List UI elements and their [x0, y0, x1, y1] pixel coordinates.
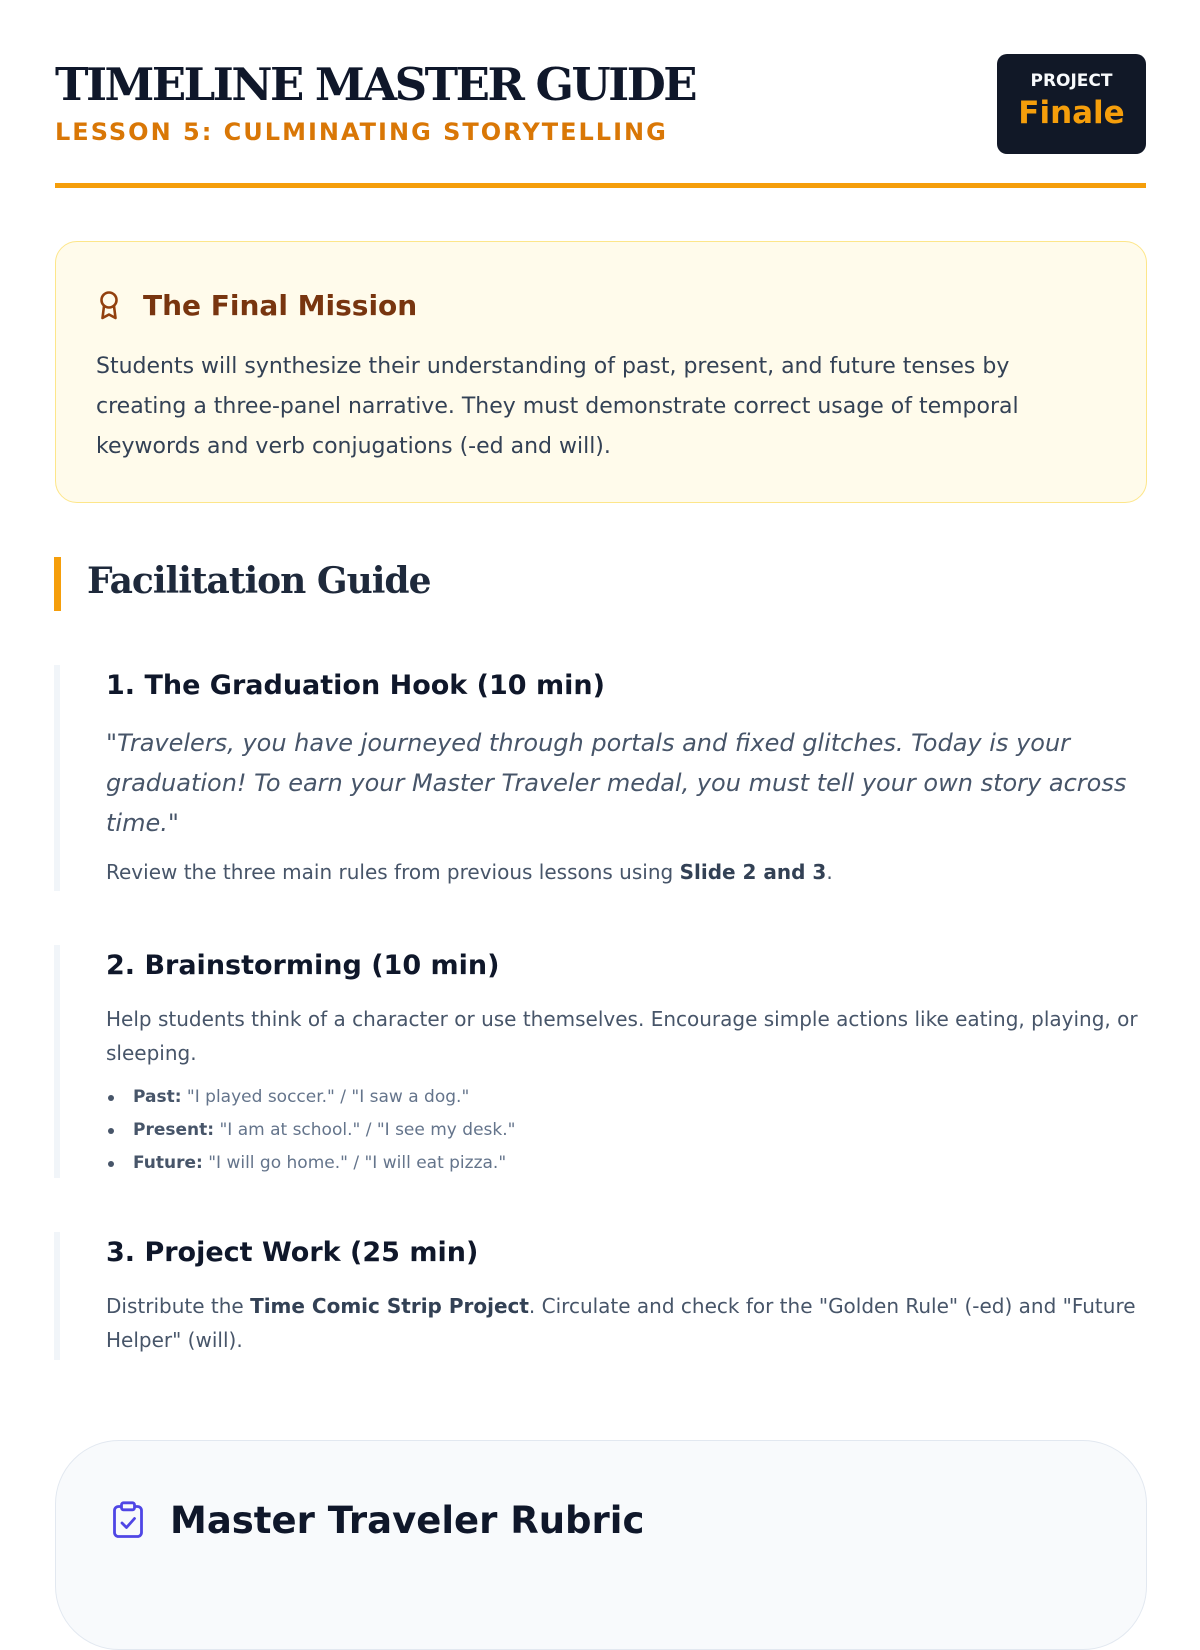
step-title: 1. The Graduation Hook (10 min): [106, 670, 605, 701]
tense-examples-list: [106, 1081, 515, 1180]
step-project-work: [54, 1232, 1136, 1360]
mission-description: Students will synthesize their understanding of past, present, and future tenses by creating a three-panel narrative. They must demonstrate correct usage of temporal keywords and verb conjugations (-ed and will).: [96, 354, 1019, 459]
project-name: Time Comic Strip Project: [250, 1294, 529, 1318]
section-accent-bar: [54, 557, 61, 611]
step-title: 2. Brainstorming (10 min): [106, 950, 500, 981]
step-instruction: Review the three main rules from previous lessons using Slide 2 and 3.: [106, 860, 833, 884]
step-graduation-hook: [54, 665, 1127, 891]
step-title: 3. Project Work (25 min): [106, 1237, 479, 1268]
page-header: [55, 52, 1146, 188]
clipboard-check-icon: [112, 1501, 144, 1539]
step-instruction: Distribute the Time Comic Strip Project. Circulate and check for the "Golden Rule" (-ed) and "Future Helper" (will).: [106, 1294, 1136, 1352]
badge-value: Finale: [1018, 95, 1125, 131]
list-item: Present: "I am at school." / "I see my desk.": [106, 1114, 515, 1147]
step-brainstorming: [54, 945, 1138, 1178]
badge-label: PROJECT: [1030, 71, 1113, 91]
award-ribbon-icon: [96, 290, 122, 320]
slide-reference: Slide 2 and 3: [679, 860, 827, 884]
rubric-title: Master Traveler Rubric: [170, 1499, 645, 1542]
project-badge: [997, 54, 1146, 154]
mission-title: The Final Mission: [143, 289, 418, 322]
list-item: Past: "I played soccer." / "I saw a dog.": [106, 1081, 515, 1114]
facilitation-guide-heading: Facilitation Guide: [87, 560, 431, 602]
page-title: TIMELINE MASTER GUIDE: [55, 58, 696, 111]
lesson-subtitle: LESSON 5: CULMINATING STORYTELLING: [55, 118, 668, 146]
step-quote: "Travelers, you have journeyed through portals and fixed glitches. Today is your graduation! To earn your Master Traveler medal, you must tell your own story across time.": [106, 729, 1127, 837]
list-item: Future: "I will go home." / "I will eat pizza.": [106, 1147, 515, 1180]
step-instruction: Help students think of a character or use themselves. Encourage simple actions like eating, playing, or sleeping.: [106, 1007, 1138, 1065]
final-mission-card: [55, 241, 1147, 503]
rubric-card: [55, 1440, 1147, 1650]
